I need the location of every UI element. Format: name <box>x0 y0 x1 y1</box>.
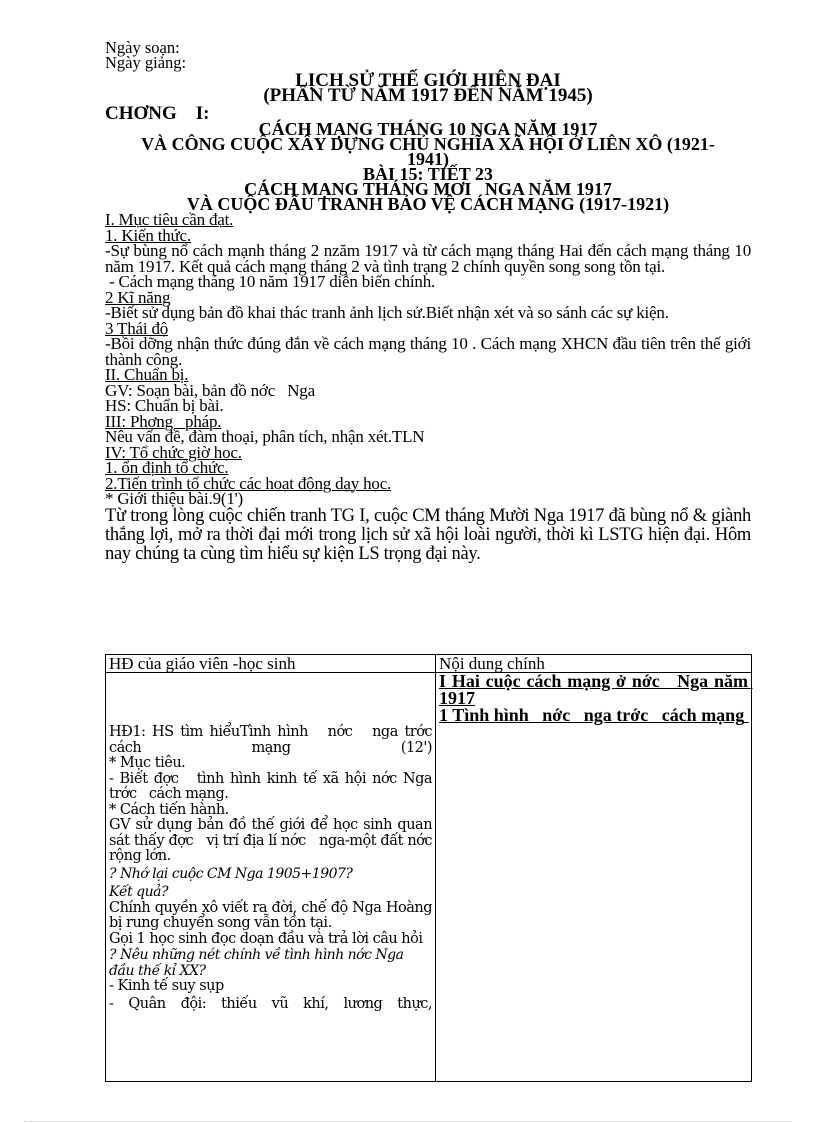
method-label: * Cách tiến hành. <box>109 801 229 818</box>
date-taught-label: Ngày giảng: <box>105 53 187 72</box>
question-2: ? Nêu những nét chính về tình hình nớc Nga đầu thế kỉ XX? <box>109 947 404 979</box>
skills-item-1: -Biết sử dụng bản đồ khai thác tranh ảnh lịch sử.Biết nhận xét và so sánh các sự kiện. <box>105 303 669 322</box>
method-text: Nêu vấn đề, đàm thoại, phân tích, nhận xét.TLN <box>105 427 425 446</box>
table-header-activities: HĐ của giáo viên -học sinh <box>106 655 436 673</box>
date-prepared-label: Ngày soạn: <box>105 38 180 57</box>
attitude-heading: 3 Thái độ <box>105 318 169 338</box>
main-subtitle: (PHẦN TỪ NĂM 1917 ĐẾN NĂM 1945) <box>263 85 593 106</box>
method-heading: III: Phơng pháp. <box>105 411 222 431</box>
table-header-row <box>106 655 752 673</box>
content-cell <box>436 673 752 1082</box>
question-1b: Kết quả? <box>109 883 168 900</box>
document-page <box>105 40 751 564</box>
knowledge-item-2: - Cách mạng tháng 10 năm 1917 diễn biến chính. <box>105 272 436 291</box>
chapter-label: CHƠNG I: <box>105 103 210 124</box>
objectives-heading: I. Mục tiêu cần đạt. <box>105 210 234 229</box>
question-1a: ? Nhớ lại cuộc CM Nga 1905+1907? <box>109 865 353 882</box>
answer-2a: - Kinh tế suy sụp <box>109 978 224 994</box>
lesson-activity-table <box>105 654 752 1082</box>
lesson-title-line-1: CÁCH MẠNG THÁNG MƠI NGA NĂM 1917 <box>244 179 612 199</box>
knowledge-heading: 1. Kiến thức. <box>105 225 191 245</box>
chapter-title-line-2: VÀ CÔNG CUỘC XÂY DỰNG CHỦ NGHĨA XÃ HỘI Ở LIÊN XÔ (1921- <box>141 134 715 154</box>
goal-text: - Biết đợc tình hình kinh tế xã hội nớc Nga trớc cách mạng. <box>109 770 437 802</box>
lesson-number: BÀI 15: TIẾT 23 <box>363 164 493 184</box>
organization-step-2: 2.Tiến trình tổ chức các hoạt động dạy học. <box>105 473 392 493</box>
preparation-teacher: GV: Soạn bài, bản đồ nớc Nga <box>105 380 315 400</box>
intro-label: * Giới thiệu bài.9(1') <box>105 489 243 508</box>
answer-1: Chính quyền xô viết ra đời, chế độ Nga Hoàng bị rung chuyển song vẫn tồn tại. <box>109 899 433 931</box>
goal-label: * Mục tiêu. <box>109 755 186 771</box>
table-row <box>106 673 752 1082</box>
activity-1-title: HĐ1: HS tìm hiểuTình hình nớc nga trớc cách mạng (12') <box>109 724 445 756</box>
organization-heading: IV: Tổ chức giờ học. <box>105 442 242 462</box>
intro-text: Từ trong lòng cuộc chiến tranh TG I, cuộc CM tháng Mười Nga 1917 đã bùng nổ & giành thắng lợi, mở ra thời đại mới trong lịch sử xã hội loài người, thời kì LSTG hiện đại. Hôm nay chúng ta cùng tìm hiểu sự kiện LS trọng đại này. <box>105 505 751 564</box>
chapter-title-line-3: 1941) <box>407 149 449 169</box>
main-title: LỊCH SỬ THẾ GIỚI HIỆN ĐẠI <box>295 70 561 91</box>
skills-heading: 2 Kĩ năng <box>105 287 171 307</box>
preparation-heading: II. Chuẩn bị. <box>105 365 189 384</box>
content-section-1: I Hai cuộc cách mạng ở nớc Nga năm 1917 <box>439 671 753 708</box>
chapter-title-line-1: CÁCH MẠNG THÁNG 10 NGA NĂM 1917 <box>258 119 598 139</box>
content-subsection-1: 1 Tình hình nớc nga trớc cách mạng <box>439 705 749 725</box>
lesson-title-line-2: VÀ CUỘC ĐẤU TRANH BẢO VỆ CÁCH MẠNG (1917-1921) <box>186 194 670 214</box>
answer-2b: - Quân đội: thiếu vũ khí, lương thực, <box>109 995 433 1012</box>
activities-cell <box>106 673 445 1082</box>
organization-step-1: 1. ổn định tổ chức. <box>105 458 229 477</box>
instruction-text: Gọi 1 học sinh đọc doạn đầu và trả lời câu hỏi <box>109 930 423 947</box>
attitude-item-1: -Bồi dỡng nhận thức đúng đắn về cách mạng tháng 10 . Cách mạng XHCN đầu tiên trên thế giới thành công. <box>105 334 751 369</box>
method-text: GV sử dụng bản đồ thế giới để học sinh quan sát thấy đợc vị trí địa lí nớc nga-một đất nớc rộng lớn. <box>109 817 445 864</box>
page-boundary-divider <box>24 1121 792 1122</box>
table-header-content: Nội dung chính <box>436 655 752 673</box>
knowledge-item-1: -Sự bùng nổ cách mạnh tháng 2 nzăm 1917 và từ cách mạng tháng Hai đến cách mạng tháng 10 năm 1917. Kết quả cách mạng tháng 2 và tình trạng 2 chính quyền song song tồn tại. <box>105 241 751 276</box>
preparation-student: HS: Chuẩn bị bài. <box>105 396 224 415</box>
